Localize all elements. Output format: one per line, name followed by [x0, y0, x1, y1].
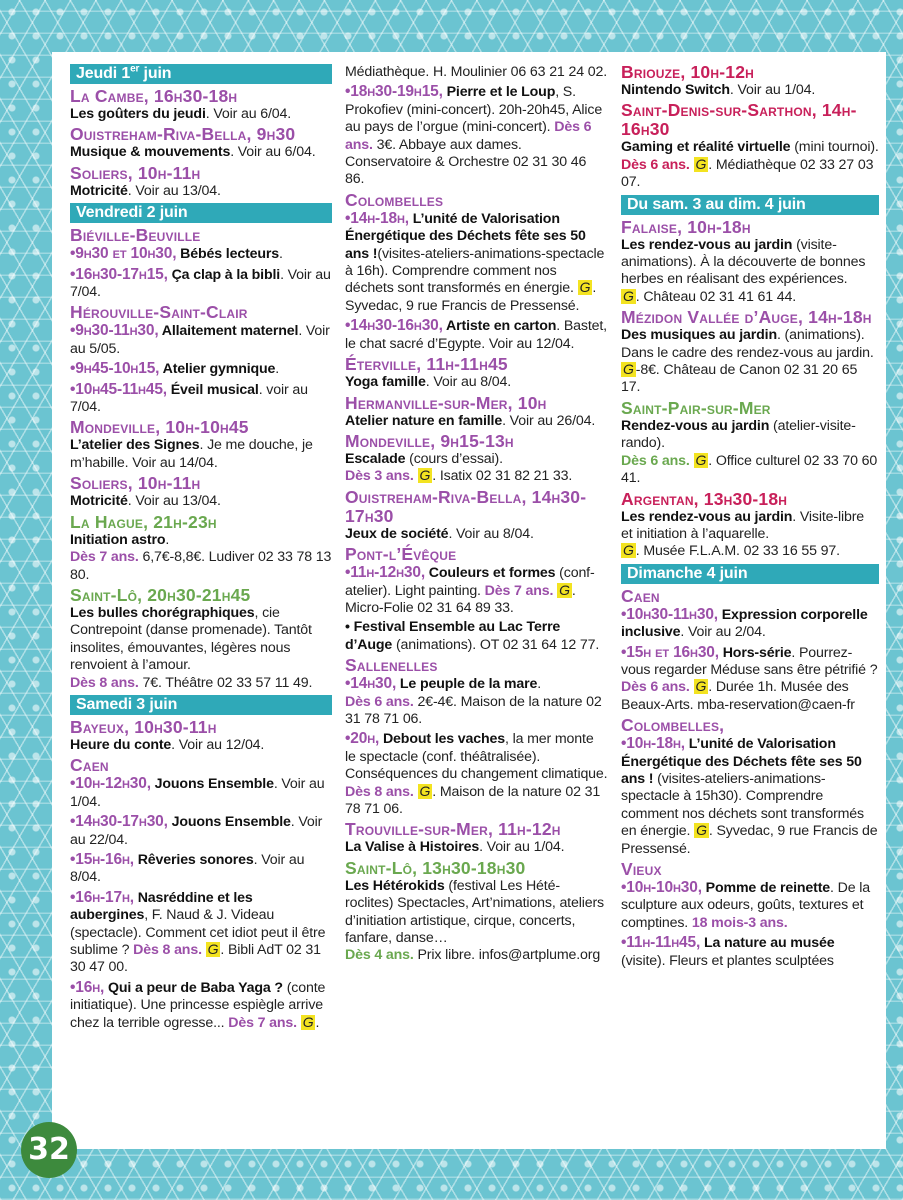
city-heading: Falaise, 10h-18h [621, 216, 751, 237]
city-heading: Colombelles [345, 189, 444, 210]
city-heading: Soliers, 10h-11h [70, 473, 201, 494]
event-entry: Les bulles chorégraphiques, cie Contrepoint (danse promenade). Tantôt insolites, émouvantes, légères nous renvoient à l’amour. Dès 8 ans. 7€. Théâtre 02 33 57 11 49. [70, 604, 313, 691]
event-entry: Motricité. Voir au 13/04. [70, 493, 221, 510]
city-heading: Vieux [621, 859, 662, 879]
free-g-icon: G [696, 822, 707, 839]
event-entry: Nintendo Switch. Voir au 1/04. [621, 82, 816, 98]
day-header-weekend: Du sam. 3 au dim. 4 juin [621, 195, 879, 215]
event-entry: Médiathèque. H. Moulinier 06 63 21 24 02. [345, 64, 608, 80]
day-header-dimanche: Dimanche 4 juin [621, 564, 879, 584]
event-entry: Les rendez-vous au jardin. Visite-libre et initiation à l’aquarelle. G . Musée F.L.A.M. 02 33 16 55 97. [621, 508, 865, 560]
event-entry: •14h30-16h30, Artiste en carton. Bastet, le chat sacré d’Egypte. Voir au 12/04. [345, 317, 607, 352]
day-header-vendredi: Vendredi 2 juin [70, 203, 332, 223]
free-g-icon: G [623, 542, 634, 559]
event-entry: Les rendez-vous au jardin (visite-animations). À la découverte de bonnes herbes en réalisant des expériences. G . Château 02 31 41 61 44. [621, 236, 866, 305]
event-entry: Initiation astro. Dès 7 ans. 6,7€-8,8€. Ludiver 02 33 78 13 80. [70, 531, 332, 583]
free-g-icon: G [207, 941, 219, 957]
city-heading: Saint-Lô, 20h30-21h45 [70, 584, 251, 605]
city-heading: Mondeville, 9h15-13h [345, 430, 514, 451]
city-heading: Hermanville-sur-Mer, 10h [345, 392, 547, 413]
event-entry: •15h et 16h30, Hors-série. Pourrez-vous regarder Méduse sans être pétrifié ? Dès 6 ans. G . Durée 1h. Musée des Beaux-Arts. mba-reservation@caen-fr [621, 643, 878, 713]
event-entry: •10h45-11h45, Éveil musical. voir au 7/04. [70, 380, 308, 416]
city-heading: Pont-l’Évêque [345, 544, 457, 565]
city-heading: Ouistreham-Riva-Bella, 9h30 [70, 124, 296, 145]
event-entry: L’atelier des Signes. Je me douche, je m’habille. Voir au 14/04. [70, 437, 313, 471]
event-entry: Escalade (cours d’essai). Dès 3 ans. G . Isatix 02 31 82 21 33. [345, 450, 573, 485]
event-entry: Des musiques au jardin. (animations). Dans le cadre des rendez-vous au jardin. G -8€. Château de Canon 02 31 20 65 17. [621, 327, 874, 396]
city-heading: Hérouville-Saint-Clair [70, 302, 248, 323]
city-heading: Mondeville, 10h-10h45 [70, 417, 249, 438]
free-g-icon: G [623, 287, 634, 304]
event-entry: • Festival Ensemble au Lac Terre d’Auge (animations). OT 02 31 64 12 77. [345, 619, 600, 653]
event-entry: •15h-16h, Rêveries sonores. Voir au 8/04. [70, 850, 305, 886]
event-entry: •18h30-19h15, Pierre et le Loup, S. Prokofiev (mini-concert). 20h-20h45, Alice au pays de l’orgue (mini-concert). Dès 6 ans. 3€. Abbaye aux dames. Conservatoire & Orchestre 02 31 30 46 86. [345, 83, 603, 188]
city-heading: Saint-Pair-sur-Mer [621, 397, 771, 418]
city-heading: Caen [70, 755, 109, 776]
city-heading: Ouistreham-Riva-Bella, 14h30-17h30 [345, 486, 587, 526]
event-entry: •16h, Qui a peur de Baba Yaga ? (conte initiatique). Une princesse espiègle arrive chez la terrible ogresse... Dès 7 ans. G . [70, 978, 326, 1031]
city-heading: La Cambe, 16h30-18h [70, 86, 238, 106]
city-heading: Soliers, 10h-11h [70, 162, 201, 183]
city-heading: Saint-Lô, 13h30-18h30 [345, 857, 526, 878]
city-heading: Biéville-Beuville [70, 225, 201, 246]
free-g-icon: G [419, 467, 431, 484]
event-entry: •14h-18h, L’unité de Valorisation Énergétique des Déchets fête ses 50 ans !(visites-ateliers-animations-spectacle à 16h). Comprendre comment nos déchets sont transformés en énergie. G . Syvedac, 9 rue Francis de Pressensé. [345, 209, 605, 314]
city-heading: Briouze, 10h-12h [621, 62, 754, 82]
event-entry: •9h30-11h30, Allaitement maternel. Voir au 5/05. [70, 322, 330, 357]
free-g-icon: G [559, 581, 570, 598]
event-entry: •10h-10h30, Pomme de reinette. De la sculpture aux odeurs, goûts, textures et comptines. 18 mois-3 ans. [621, 879, 871, 931]
column-2 [345, 64, 608, 967]
free-g-icon: G [695, 451, 707, 468]
event-entry: Rendez-vous au jardin (atelier-visite-rando). Dès 6 ans. G . Office culturel 02 33 70 60 41. [621, 417, 878, 487]
day-header-samedi: Samedi 3 juin [70, 695, 332, 715]
event-entry: •11h-12h30, Couleurs et formes (conf-atelier). Light painting. Dès 7 ans. G . Micro-Folie 02 31 64 89 33. [345, 564, 595, 616]
event-entry: •14h30-17h30, Jouons Ensemble. Voir au 22/04. [70, 813, 323, 848]
event-entry: •16h30-17h15, Ça clap à la bibli. Voir au 7/04. [70, 265, 331, 301]
event-entry: •10h-12h30, Jouons Ensemble. Voir au 1/04. [70, 775, 325, 810]
event-entry: Musique & mouvements. Voir au 6/04. [70, 144, 316, 161]
city-heading: Saint-Denis-sur-Sarthon, 14h-16h30 [621, 100, 857, 140]
event-entry: •11h-11h45, La nature au musée (visite). Fleurs et plantes sculptées [621, 934, 835, 969]
city-heading: Sallenelles [345, 655, 438, 676]
event-entry: Heure du conte. Voir au 12/04. [70, 736, 265, 753]
free-g-icon: G [695, 155, 707, 172]
free-g-icon: G [419, 782, 431, 799]
city-heading: Éterville, 11h-11h45 [345, 354, 508, 375]
city-heading: La Hague, 21h-23h [70, 511, 217, 532]
free-g-icon: G [579, 279, 591, 296]
city-heading: Argentan, 13h30-18h [621, 488, 788, 509]
page-number-badge: 32 [21, 1122, 77, 1178]
free-g-icon: G [302, 1013, 314, 1030]
event-entry: •9h30 et 10h30, Bébés lecteurs. [70, 245, 283, 263]
city-heading: Trouville-sur-Mer, 11h-12h [345, 819, 561, 840]
column-1 [70, 62, 332, 1034]
city-heading: Caen [621, 585, 660, 606]
event-entry: Gaming et réalité virtuelle (mini tournoi). Dès 6 ans. G . Médiathèque 02 33 27 03 07. [621, 139, 879, 191]
event-entry: •9h45-10h15, Atelier gymnique. [70, 360, 280, 378]
city-heading: Mézidon Vallée d’Auge, 14h-18h [621, 307, 872, 328]
free-g-icon: G [623, 361, 634, 378]
event-entry: Les goûters du jeudi. Voir au 6/04. [70, 106, 292, 122]
event-entry: Atelier nature en famille. Voir au 26/04. [345, 412, 596, 429]
city-heading: Colombelles, [621, 715, 725, 736]
event-entry: •10h-18h, L’unité de Valorisation Énergétique des Déchets fête ses 50 ans ! (visites-ateliers-animations-spectacle à 15h30). Comprendre comment nos déchets sont transformés en énergie. G . Syvedac, 9 rue Francis de Pressensé. [621, 735, 878, 857]
event-entry: •10h30-11h30, Expression corporelle inclusive. Voir au 2/04. [621, 605, 868, 641]
day-header-jeudi: Jeudi 1er juin [70, 64, 332, 84]
event-entry: •16h-17h, Nasréddine et les aubergines, F. Naud & J. Videau (spectacle). Comment cet idiot peut il être sublime ? Dès 8 ans. G . Bibli AdT 02 31 30 47 00. [70, 888, 326, 976]
free-g-icon: G [695, 678, 707, 695]
event-entry: Yoga famille. Voir au 8/04. [345, 374, 512, 391]
event-entry: •14h30, Le peuple de la mare. Dès 6 ans. 2€-4€. Maison de la nature 02 31 78 71 06. [345, 675, 602, 727]
event-entry: Les Hétérokids (festival Les Hété-roclites) Spectacles, Art’nimations, ateliers d’initiation artistique, cirque, concerts, fanfare, danse… Dès 4 ans. Prix libre. infos@artplume.org [345, 877, 604, 964]
column-3 [621, 62, 879, 972]
event-entry: Motricité. Voir au 13/04. [70, 182, 221, 199]
event-entry: •20h, Debout les vaches, la mer monte le spectacle (conf. théâtralisée). Conséquences du changement climatique. Dès 8 ans. G . Maison de la nature 02 31 78 71 06. [345, 730, 608, 817]
event-entry: Jeux de société. Voir au 8/04. [345, 525, 534, 542]
city-heading: Bayeux, 10h30-11h [70, 716, 217, 737]
event-entry: La Valise à Histoires. Voir au 1/04. [345, 839, 565, 856]
